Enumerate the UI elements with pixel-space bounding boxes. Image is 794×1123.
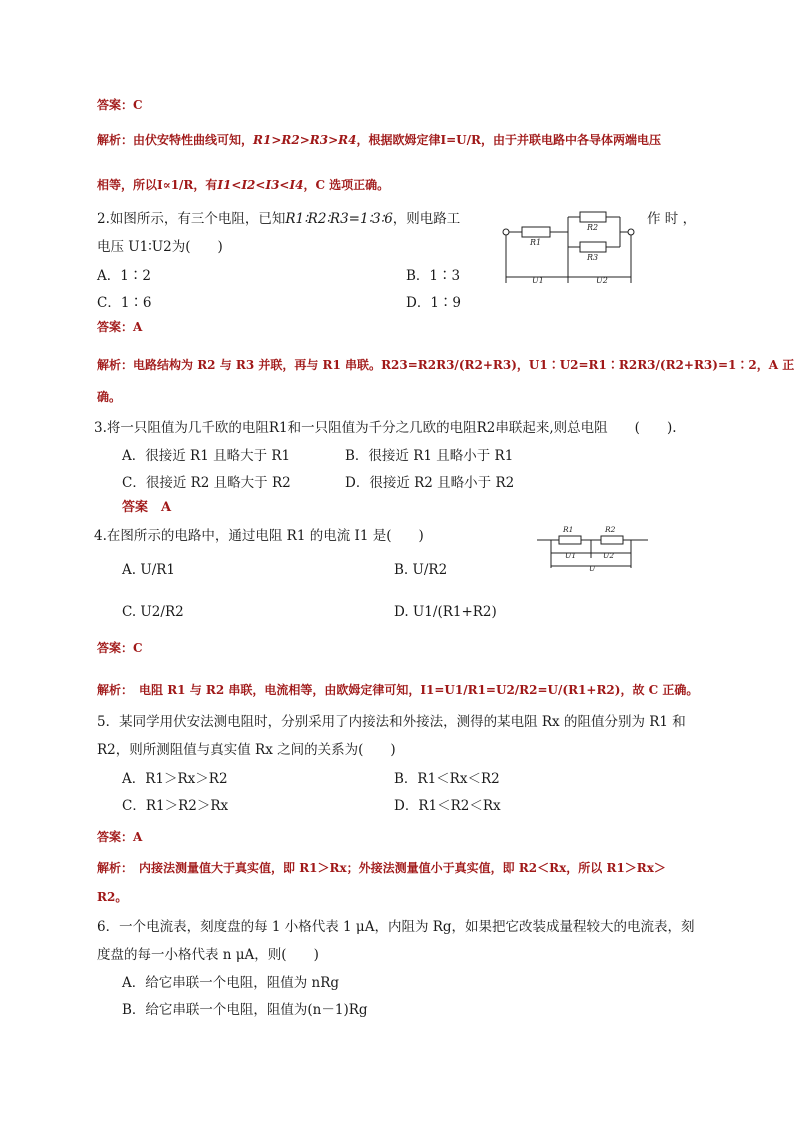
label-r2: R2 bbox=[605, 525, 616, 534]
q4-answer: 答案：C bbox=[97, 641, 143, 655]
q2-answer: 答案：A bbox=[97, 320, 143, 334]
q5-option-d[interactable]: D．R1＜R2＜Rx bbox=[394, 798, 501, 814]
q2-stem-line1: 2.如图所示，有三个电阻，已知R1∶R2∶R3=1∶3∶6，则电路工 bbox=[97, 211, 461, 227]
q4-analysis: 解析： 电阻 R1 与 R2 串联，电流相等，由欧姆定律可知，I1=U1/R1=U2/R2=U/(R1+R2)，故 C 正确。 bbox=[97, 683, 699, 697]
q3-stem: 3.将一只阻值为几千欧的电阻R1和一只阻值为千分之几欧的电阻R2串联起来,则总电阻 ( ). bbox=[94, 420, 677, 436]
q3-answer: 答案 A bbox=[122, 500, 172, 515]
q4-circuit-diagram bbox=[535, 520, 650, 575]
label-u2: U2 bbox=[596, 276, 608, 285]
label-u: U bbox=[589, 564, 596, 573]
q5-option-a[interactable]: A．R1＞Rx＞R2 bbox=[122, 771, 228, 787]
q6-stem-line1: 6．一个电流表，刻度盘的每 1 小格代表 1 μA，内阻为 Rg，如果把它改装成量程较大的电流表，刻 bbox=[97, 919, 695, 935]
current-formula: I1=U1/R1=U2/R2=U/(R1+R2) bbox=[420, 683, 621, 697]
label-r2: R2 bbox=[587, 223, 599, 232]
label-r1: R1 bbox=[530, 238, 542, 247]
q6-option-a[interactable]: A．给它串联一个电阻，阻值为 nRg bbox=[122, 975, 340, 991]
q3-option-b[interactable]: B．很接近 R1 且略小于 R1 bbox=[345, 448, 514, 464]
q1-answer: 答案：C bbox=[97, 98, 143, 112]
q5-stem-line1: 5．某同学用伏安法测电阻时，分别采用了内接法和外接法，测得的某电阻 Rx 的阻值分别为 R1 和 bbox=[97, 714, 686, 730]
q2-option-b[interactable]: B．1∶3 bbox=[406, 268, 461, 284]
q5-answer: 答案：A bbox=[97, 830, 143, 844]
q2-analysis-line2: 确。 bbox=[97, 390, 122, 404]
q2-analysis-line1: 解析：电路结构为 R2 与 R3 并联，再与 R1 串联。R23=R2R3/(R2+R3)，U1∶U2=R1∶R2R3/(R2+R3)=1∶2，A 正 bbox=[97, 358, 794, 372]
label-u2: U2 bbox=[603, 551, 615, 560]
q3-option-a[interactable]: A．很接近 R1 且略大于 R1 bbox=[122, 448, 291, 464]
q5-option-b[interactable]: B．R1＜Rx＜R2 bbox=[394, 771, 500, 787]
q2-option-a[interactable]: A．1∶2 bbox=[97, 268, 151, 284]
label-u1: U1 bbox=[532, 276, 544, 285]
analysis-label: 解析： bbox=[97, 133, 134, 147]
q5-option-c[interactable]: C．R1＞R2＞Rx bbox=[122, 798, 229, 814]
q2-stem-line2: 电压 U1∶U2为( ) bbox=[97, 239, 223, 255]
q2-option-c[interactable]: C．1∶6 bbox=[97, 295, 152, 311]
resistor-r2 bbox=[580, 212, 606, 222]
proportional-formula: I∝1/R bbox=[157, 178, 194, 192]
q4-option-c[interactable]: C. U2/R2 bbox=[122, 604, 184, 620]
resistor-r3 bbox=[580, 242, 606, 252]
label-u1: U1 bbox=[565, 551, 577, 560]
q1-analysis-line1: 解析：由伏安特性曲线可知，R1>R2>R3>R4，根据欧姆定律I=U/R，由于并联电路中各导体两端电压 bbox=[97, 133, 662, 147]
q4-option-d[interactable]: D. U1/(R1+R2) bbox=[394, 604, 497, 620]
q2-circuit-diagram bbox=[500, 205, 650, 290]
q1-analysis-line2: 相等，所以I∝1/R，有I1<I2<I3<I4，C 选项正确。 bbox=[97, 178, 390, 192]
q3-option-d[interactable]: D．很接近 R2 且略小于 R2 bbox=[345, 475, 515, 491]
q2-stem-line1-end: 作 时 ， bbox=[647, 211, 697, 227]
q4-option-a[interactable]: A. U/R1 bbox=[122, 562, 176, 578]
q5-analysis-line2: R2。 bbox=[97, 890, 128, 904]
q6-stem-line2: 度盘的每一小格代表 n μA，则( ) bbox=[97, 947, 319, 963]
resistor-r2 bbox=[601, 536, 623, 544]
r23-formula: R23=R2R3/(R2+R3) bbox=[381, 358, 517, 372]
ohm-law-formula: I=U/R bbox=[440, 133, 481, 147]
q4-stem: 4.在图所示的电路中，通过电阻 R1 的电流 I1 是( ) bbox=[94, 528, 424, 544]
label-r3: R3 bbox=[587, 253, 599, 262]
resistor-r1 bbox=[559, 536, 581, 544]
q5-analysis-line1: 解析： 内接法测量值大于真实值，即 R1＞Rx；外接法测量值小于真实值，即 R2＜Rx，所以 R1＞Rx＞ bbox=[97, 861, 666, 875]
resistor-r1 bbox=[522, 227, 550, 237]
q5-stem-line2: R2，则所测阻值与真实值 Rx 之间的关系为( ) bbox=[97, 742, 396, 758]
q6-option-b[interactable]: B．给它串联一个电阻，阻值为(n－1)Rg bbox=[122, 1002, 368, 1018]
q4-option-b[interactable]: B. U/R2 bbox=[394, 562, 448, 578]
q3-option-c[interactable]: C．很接近 R2 且略大于 R2 bbox=[122, 475, 291, 491]
q2-option-d[interactable]: D．1∶9 bbox=[406, 295, 462, 311]
label-r1: R1 bbox=[563, 525, 574, 534]
